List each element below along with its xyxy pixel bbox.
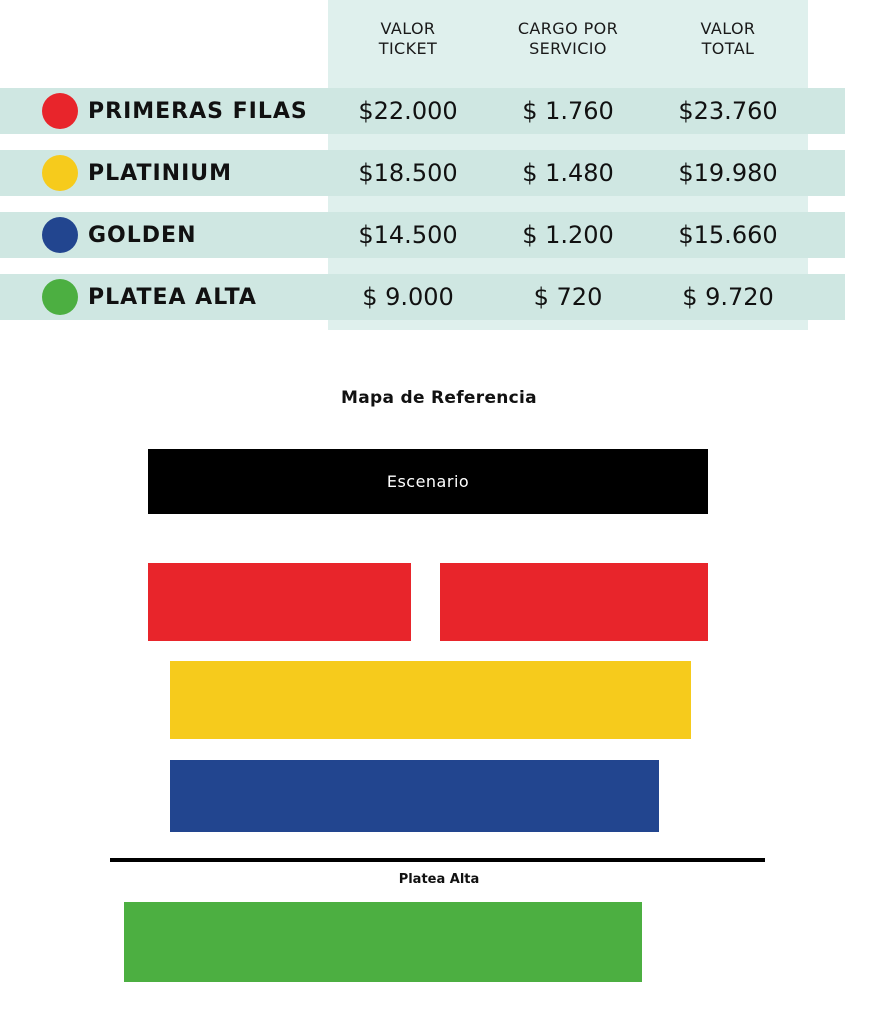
column-header-line1: VALOR xyxy=(700,19,756,38)
price-table xyxy=(0,0,878,330)
zone-color-swatch-cell xyxy=(0,93,88,129)
cell-valor-ticket: $14.500 xyxy=(358,221,458,249)
table-header-row xyxy=(328,8,808,70)
column-header-line2: TICKET xyxy=(378,39,438,58)
zone-color-swatch-cell xyxy=(0,217,88,253)
table-row xyxy=(0,212,845,258)
column-header-line1: VALOR xyxy=(380,19,436,38)
zone-block-platea-alta xyxy=(124,902,642,982)
cell-valor-total: $ 9.720 xyxy=(682,283,774,311)
cell-valor-ticket: $ 9.000 xyxy=(362,283,454,311)
table-row xyxy=(0,274,845,320)
zone-block-primeras-filas-right xyxy=(440,563,708,641)
zone-block-golden xyxy=(170,760,659,832)
stage-label: Escenario xyxy=(386,472,470,491)
cell-valor-total: $15.660 xyxy=(678,221,778,249)
venue-map xyxy=(0,330,878,1024)
column-header-cargo-por-servicio xyxy=(488,19,648,59)
zone-color-swatch-cell xyxy=(0,279,88,315)
cell-valor-ticket: $22.000 xyxy=(358,97,458,125)
table-row xyxy=(0,150,845,196)
circle-icon xyxy=(42,93,78,129)
map-title: Mapa de Referencia xyxy=(341,388,537,408)
zone-name: PLATEA ALTA xyxy=(88,284,257,310)
zone-color-swatch-cell xyxy=(0,155,88,191)
cell-cargo-servicio: $ 1.760 xyxy=(522,97,614,125)
zone-block-primeras-filas-left xyxy=(148,563,411,641)
zone-name: GOLDEN xyxy=(88,222,197,248)
cell-valor-total: $23.760 xyxy=(678,97,778,125)
zone-name: PLATINIUM xyxy=(88,160,233,186)
column-header-line2: TOTAL xyxy=(701,39,755,58)
column-header-valor-ticket xyxy=(328,19,488,59)
cell-cargo-servicio: $ 1.480 xyxy=(522,159,614,187)
stage-block xyxy=(148,449,708,514)
cell-cargo-servicio: $ 1.200 xyxy=(522,221,614,249)
platea-alta-label: Platea Alta xyxy=(398,872,480,887)
zone-block-platinium xyxy=(170,661,691,739)
cell-valor-total: $19.980 xyxy=(678,159,778,187)
section-divider xyxy=(110,858,765,862)
column-header-line1: CARGO POR xyxy=(517,19,619,38)
zone-name: PRIMERAS FILAS xyxy=(88,98,308,124)
cell-valor-ticket: $18.500 xyxy=(358,159,458,187)
circle-icon xyxy=(42,217,78,253)
circle-icon xyxy=(42,155,78,191)
column-header-valor-total xyxy=(648,19,808,59)
cell-cargo-servicio: $ 720 xyxy=(533,283,603,311)
table-row xyxy=(0,88,845,134)
column-header-line2: SERVICIO xyxy=(529,39,607,58)
circle-icon xyxy=(42,279,78,315)
